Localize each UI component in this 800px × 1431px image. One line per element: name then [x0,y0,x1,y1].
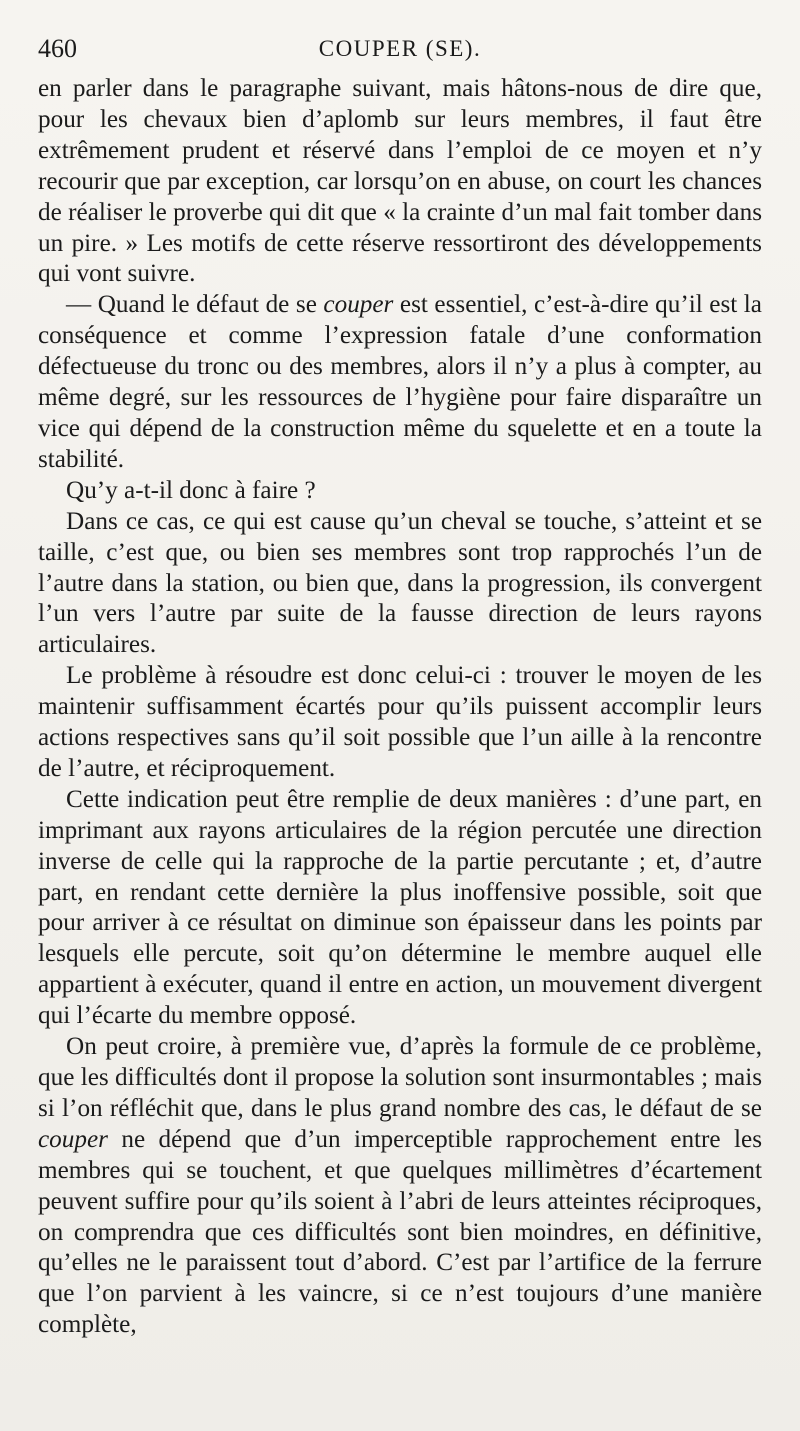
text-run: On peut croire, à première vue, d’après la formule de ce problème, que les difficultés dont il propose la solution sont insurmontables ; mais si l’on réfléchit que, dans le plus grand nombre des cas, le défaut de se [38,1033,762,1122]
paragraph-5 [38,661,762,785]
text-run: Qu’y a-t-il donc à faire ? [66,476,316,504]
text-run: Dans ce cas, ce qui est cause qu’un cheval se touche, s’atteint et se taille, c’est que, ou bien ses membres sont trop rapprochés l’un de l’autre dans la station, ou bien que, dans la progression, ils convergent l’un vers l’autre par suite de la fausse direction de leurs rayons articulaires. [38,507,762,659]
text-run: en parler dans le paragraphe suivant, mais hâtons-nous de dire que, pour les chevaux bien d’aplomb sur leurs membres, il faut être extrêmement prudent et réservé dans l’emploi de ce moyen et n’y recourir que par exception, car lorsqu’on en abuse, on court les chances de réaliser le proverbe qui dit que « la crainte d’un mal fait tomber dans un pire. » Les motifs de cette réserve ressortiront des développements qui vont suivre. [38,75,762,288]
body-text [38,74,762,1341]
paragraph-6 [38,785,762,1032]
paragraph-1 [38,74,762,290]
text-run: ne dépend que d’un imperceptible rapprochement entre les membres qui se touchent, et que quelques millimètres d’écartement peuvent suffire pour qu’ils soient à l’abri de leurs atteintes réciproques, on comprendra que ces difficultés sont bien moindres, en définitive, qu’elles ne le paraissent tout d’abord. C’est par l’artifice de la ferrure que l’on parvient à les vaincre, si ce n’est toujours d’une manière complète, [38,1125,762,1339]
italic-term: couper [323,291,394,319]
text-run: Cette indication peut être remplie de deux manières : d’une part, en imprimant aux rayons articulaires de la région percutée une direction inverse de celle qui la rapproche de la partie percutante ; et, d’autre part, en rendant cette dernière la plus inoffensive possible, soit que pour arriver à ce résultat on diminue son épaisseur dans les points par lesquels elle percute, soit qu’on détermine le membre auquel elle appartient à exécuter, quand il entre en action, un mouvement divergent qui l’écarte du membre opposé. [38,785,762,1030]
text-run: est essentiel, c’est-à-dire qu’il est la conséquence et comme l’expression fatale d’une conformation défectueuse du tronc ou des membres, alors il n’y a plus à compter, au même degré, sur les ressources de l’hygiène pour faire disparaître un vice qui dépend de la construction même du squelette et en a toute la stabilité. [38,291,762,473]
paragraph-4 [38,507,762,662]
running-header [38,30,762,74]
italic-term: couper [38,1125,108,1153]
paragraph-2 [38,290,762,475]
text-run: — Quand le défaut de se [66,291,324,319]
page-number: 460 [38,34,77,63]
text-run: Le problème à résoudre est donc celui-ci : trouver le moyen de les maintenir suffisamment écartés pour qu’ils puissent accomplir leurs actions respectives sans qu’il soit possible que l’un aille à la rencontre de l’autre, et réciproquement. [38,662,762,782]
paragraph-3 [38,476,762,507]
paragraph-7 [38,1032,762,1341]
running-title: COUPER (SE). [318,36,482,61]
